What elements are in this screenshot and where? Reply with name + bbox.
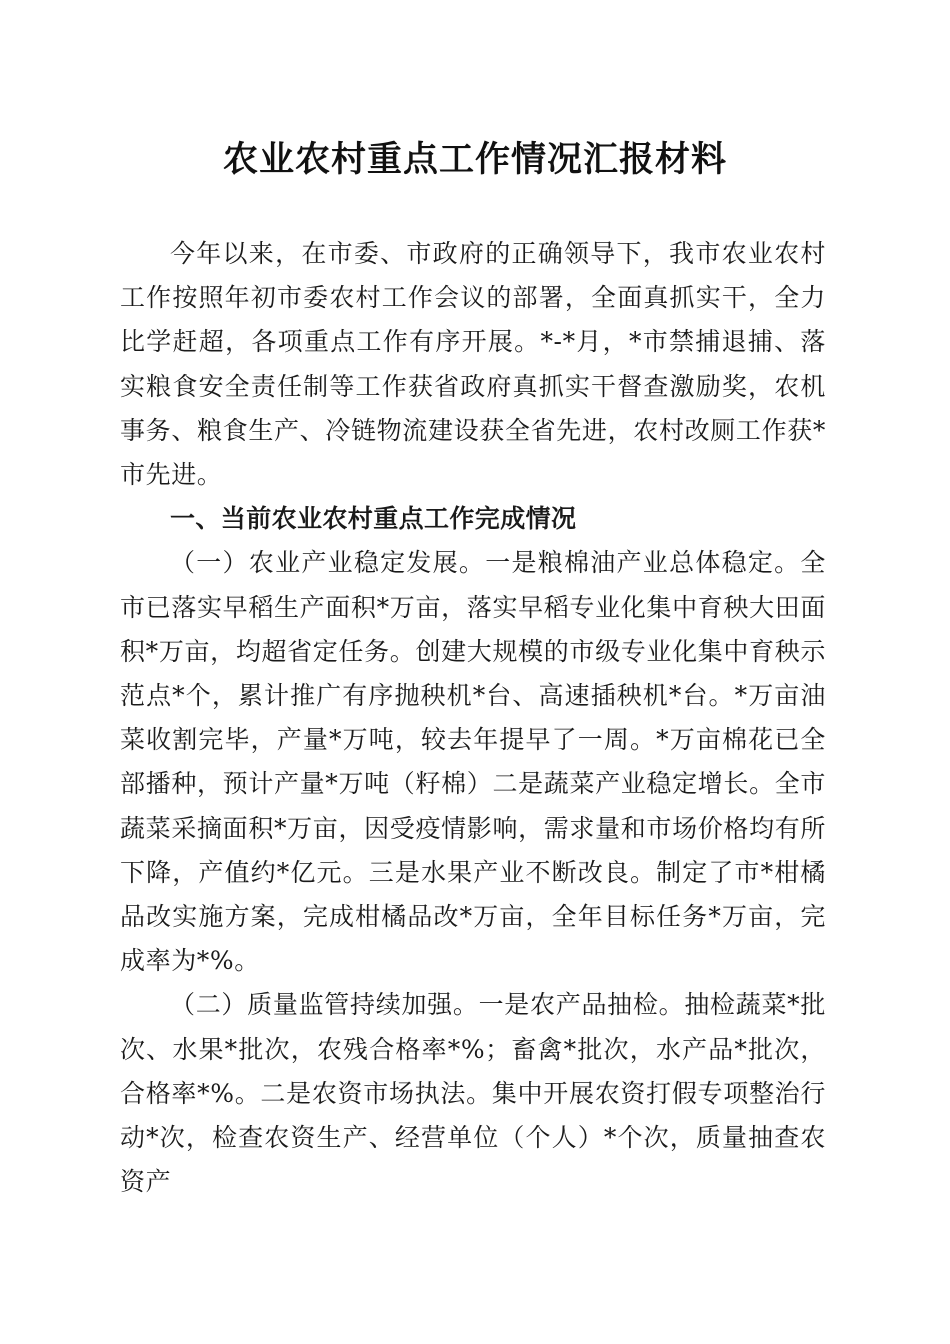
item1-lead: （一）农业产业稳定发展。 <box>170 548 486 578</box>
item2-text: 一是农产品抽检。抽检蔬菜*批次、水果*批次，农残合格率*%；畜禽*批次，水产品*批次，合格率*%。二是农资市场执法。集中开展农资打假专项整治行动*次，检查农资生产、经营单位（个人）*个次，质量抽查农资产 <box>120 990 826 1197</box>
item1-paragraph <box>120 541 826 983</box>
item2-lead: （二）质量监管持续加强。 <box>170 990 479 1020</box>
item1-text: 一是粮棉油产业总体稳定。全市已落实早稻生产面积*万亩，落实早稻专业化集中育秧大田面积*万亩，均超省定任务。创建大规模的市级专业化集中育秧示范点*个，累计推广有序抛秧机*台、高速插秧机*台。*万亩油菜收割完毕，产量*万吨，较去年提早了一周。*万亩棉花已全部播种，预计产量*万吨（籽棉）二是蔬菜产业稳定增长。全市蔬菜采摘面积*万亩，因受疫情影响，需求量和市场价格均有所下降，产值约*亿元。三是水果产业不断改良。制定了市*柑橘品改实施方案，完成柑橘品改*万亩，全年目标任务*万亩，完成率为*%。 <box>120 548 826 976</box>
document-title: 农业农村重点工作情况汇报材料 <box>222 139 727 180</box>
item2-paragraph <box>120 983 826 1204</box>
section-heading: 一、当前农业农村重点工作完成情况 <box>170 504 577 534</box>
document-body <box>120 232 826 1204</box>
intro-paragraph: 今年以来，在市委、市政府的正确领导下，我市农业农村工作按照年初市委农村工作会议的部署，全面真抓实干，全力比学赶超，各项重点工作有序开展。*-*月，*市禁捕退捕、落实粮食安全责任制等工作获省政府真抓实干督查激励奖，农机事务、粮食生产、冷链物流建设获全省先进，农村改厕工作获*市先进。 <box>120 239 826 490</box>
